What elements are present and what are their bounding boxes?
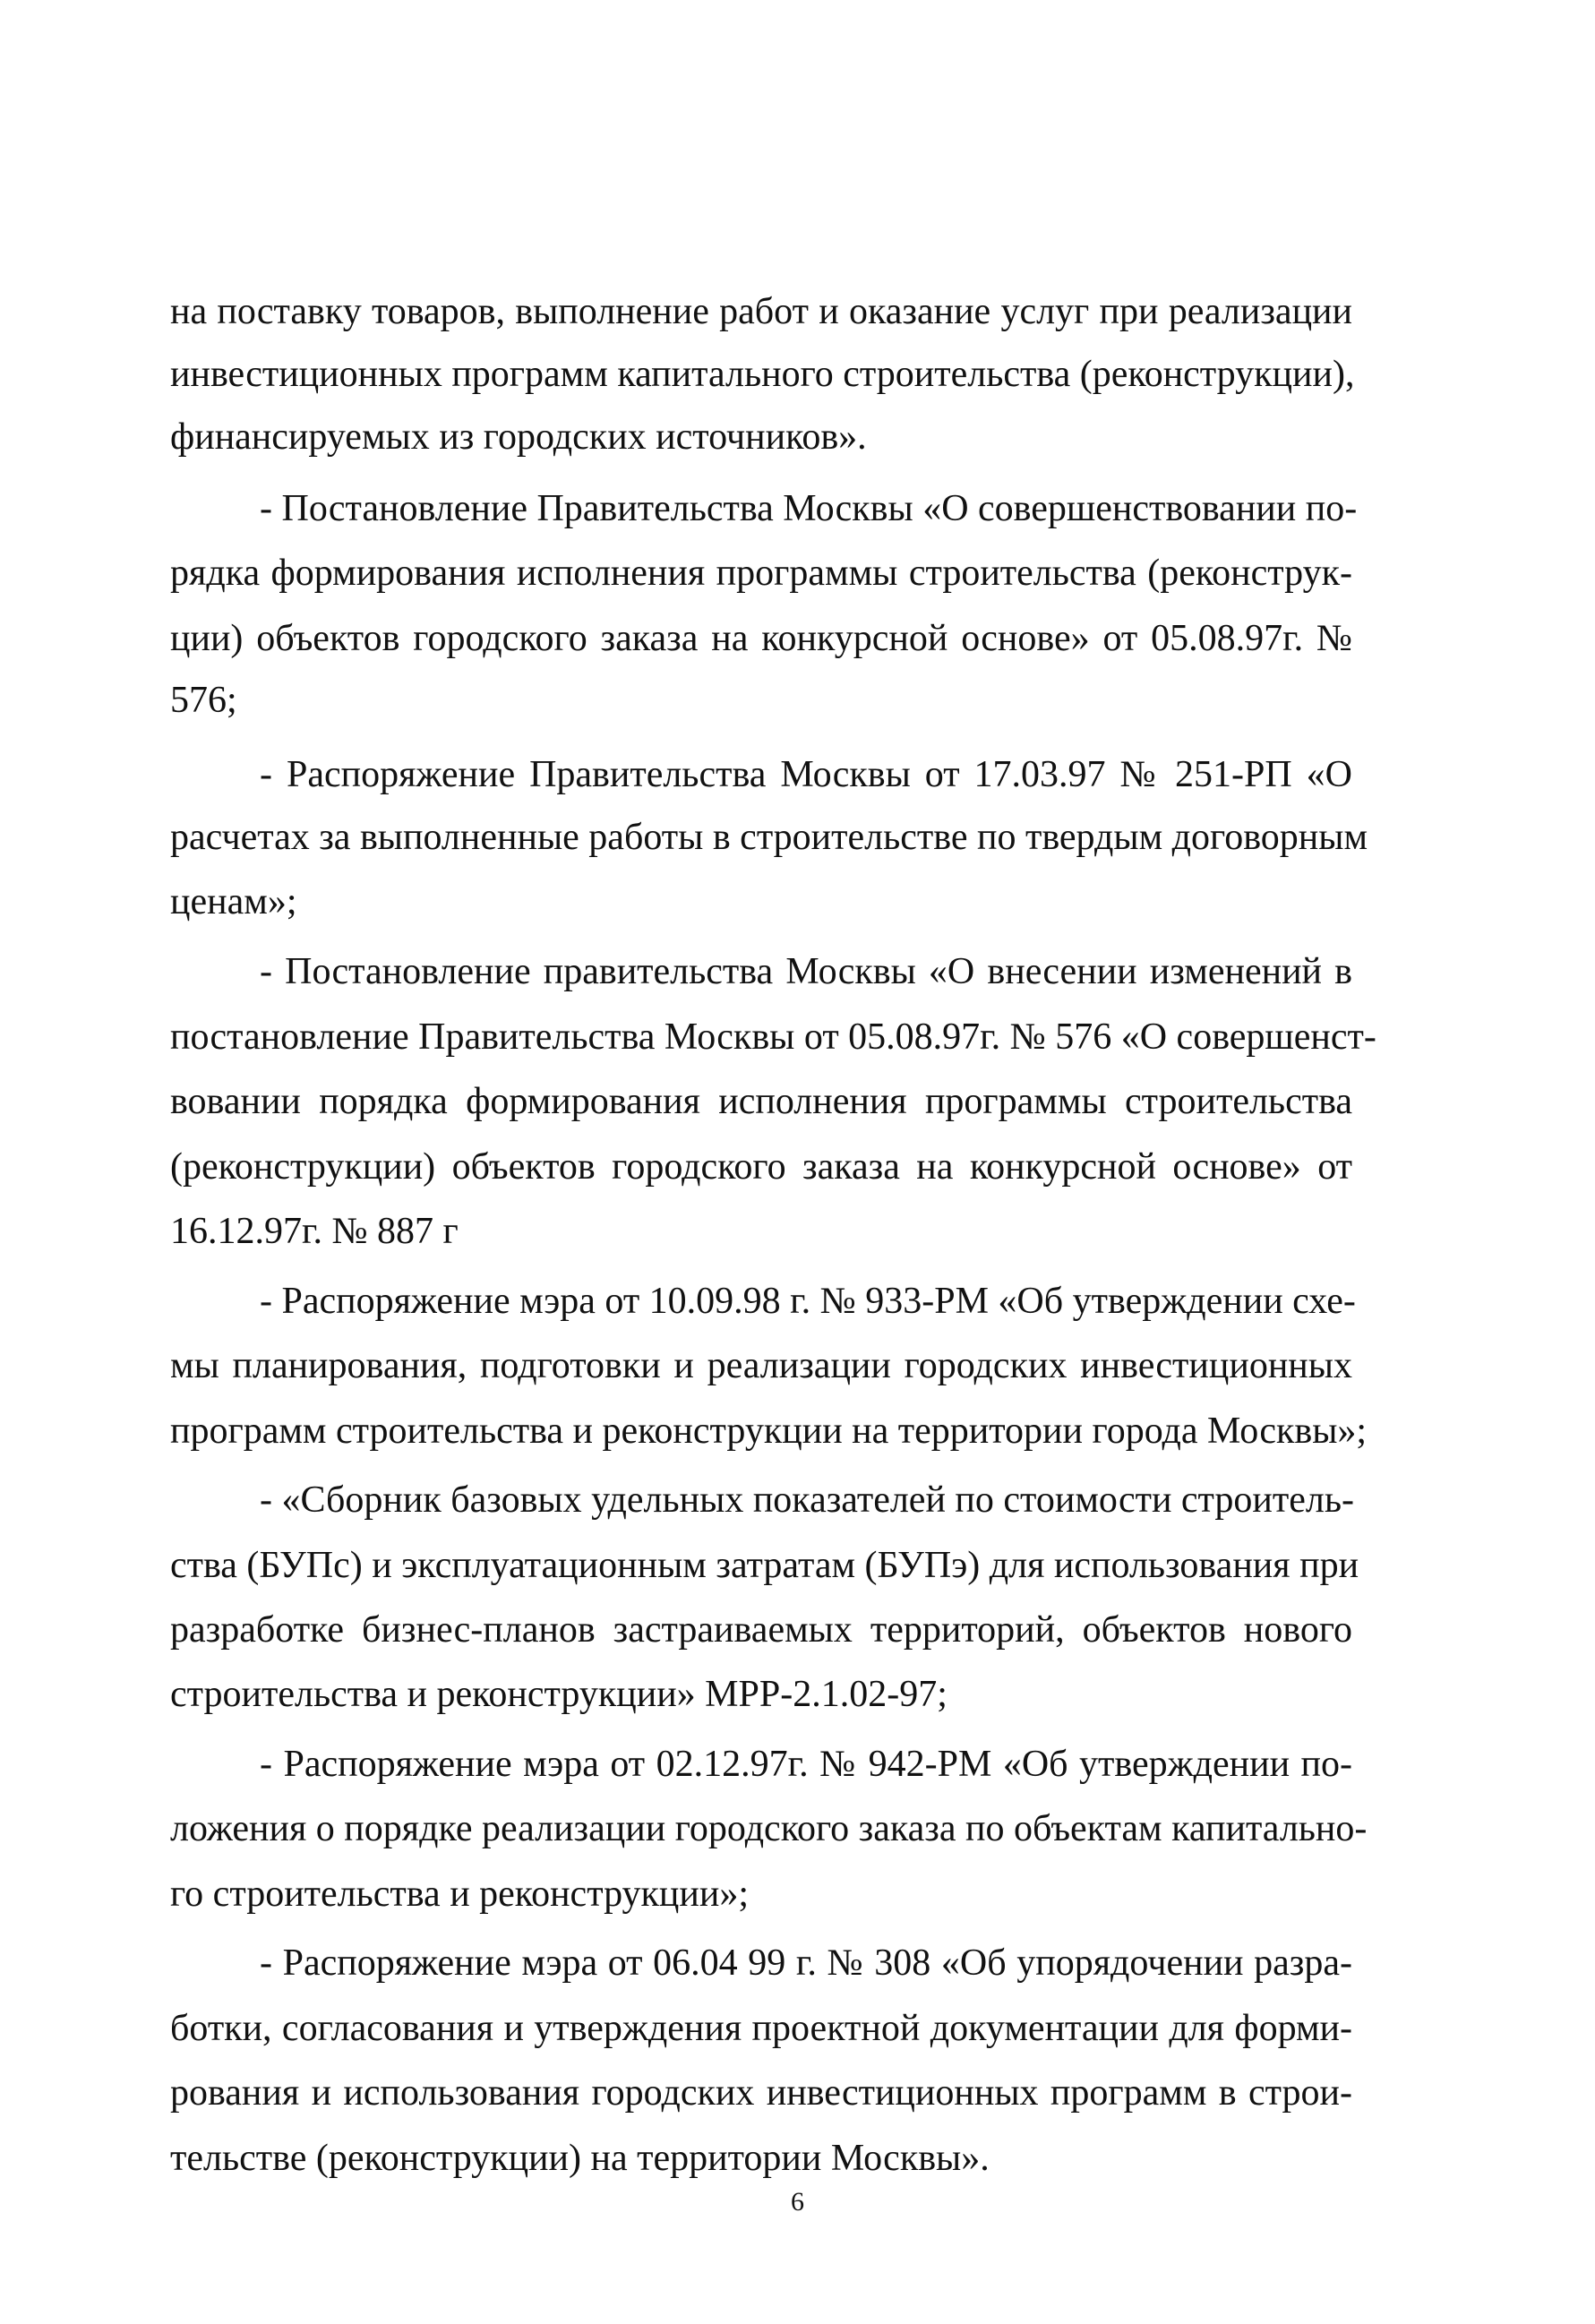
text-line: рования и использования городских инвестиционных программ в строи- <box>170 2072 1352 2114</box>
page-number: 6 <box>791 2187 804 2217</box>
text-line: ботки, согласования и утверждения проектной документации для форми- <box>170 2008 1352 2049</box>
text-line: 576; <box>170 680 237 721</box>
text-line: строительства и реконструкции» МРР-2.1.02-97; <box>170 1674 948 1715</box>
text-line: - Постановление правительства Москвы «О внесении изменений в <box>260 951 1352 992</box>
text-line: - Распоряжение Правительства Москвы от 17.03.97 № 251-РП «О <box>260 754 1352 795</box>
text-line: 16.12.97г. № 887 г <box>170 1211 459 1252</box>
text-line: мы планирования, подготовки и реализации городских инвестиционных <box>170 1345 1352 1386</box>
text-line: го строительства и реконструкции»; <box>170 1874 750 1915</box>
text-line: ства (БУПс) и эксплуатационным затратам (БУПэ) для использования при <box>170 1545 1359 1586</box>
text-line: программ строительства и реконструкции на территории города Москвы»; <box>170 1411 1368 1452</box>
text-line: финансируемых из городских источников». <box>170 416 867 458</box>
text-line: ценам»; <box>170 881 297 922</box>
text-line: - Распоряжение мэра от 02.12.97г. № 942-РМ «Об утверждении по- <box>260 1744 1352 1785</box>
text-line: инвестиционных программ капитального строительства (реконструкции), <box>170 354 1355 395</box>
text-line: (реконструкции) объектов городского заказа на конкурсной основе» от <box>170 1146 1352 1188</box>
text-line: вовании порядка формирования исполнения программы строительства <box>170 1081 1352 1122</box>
text-line: - Распоряжение мэра от 06.04 99 г. № 308 «Об упорядочении разра- <box>260 1942 1352 1984</box>
text-line: постановление Правительства Москвы от 05.08.97г. № 576 «О совершенст- <box>170 1016 1376 1058</box>
text-line: ции) объектов городского заказа на конкурсной основе» от 05.08.97г. № <box>170 618 1352 659</box>
text-line: тельстве (реконструкции) на территории Москвы». <box>170 2138 990 2179</box>
text-line: расчетах за выполненные работы в строительстве по твердым договорным <box>170 817 1368 858</box>
text-line: разработке бизнес-планов застраиваемых территорий, объектов нового <box>170 1609 1352 1651</box>
text-line: на поставку товаров, выполнение работ и оказание услуг при реализации <box>170 291 1352 332</box>
text-line: рядка формирования исполнения программы строительства (реконструк- <box>170 553 1352 594</box>
text-line: - «Сборник базовых удельных показателей по стоимости строитель- <box>260 1479 1354 1521</box>
text-line: - Распоряжение мэра от 10.09.98 г. № 933-РМ «Об утверждении схе- <box>260 1281 1356 1322</box>
text-line: ложения о порядке реализации городского заказа по объектам капитально- <box>170 1808 1368 1849</box>
text-line: - Постановление Правительства Москвы «О совершенствовании по- <box>260 488 1358 529</box>
